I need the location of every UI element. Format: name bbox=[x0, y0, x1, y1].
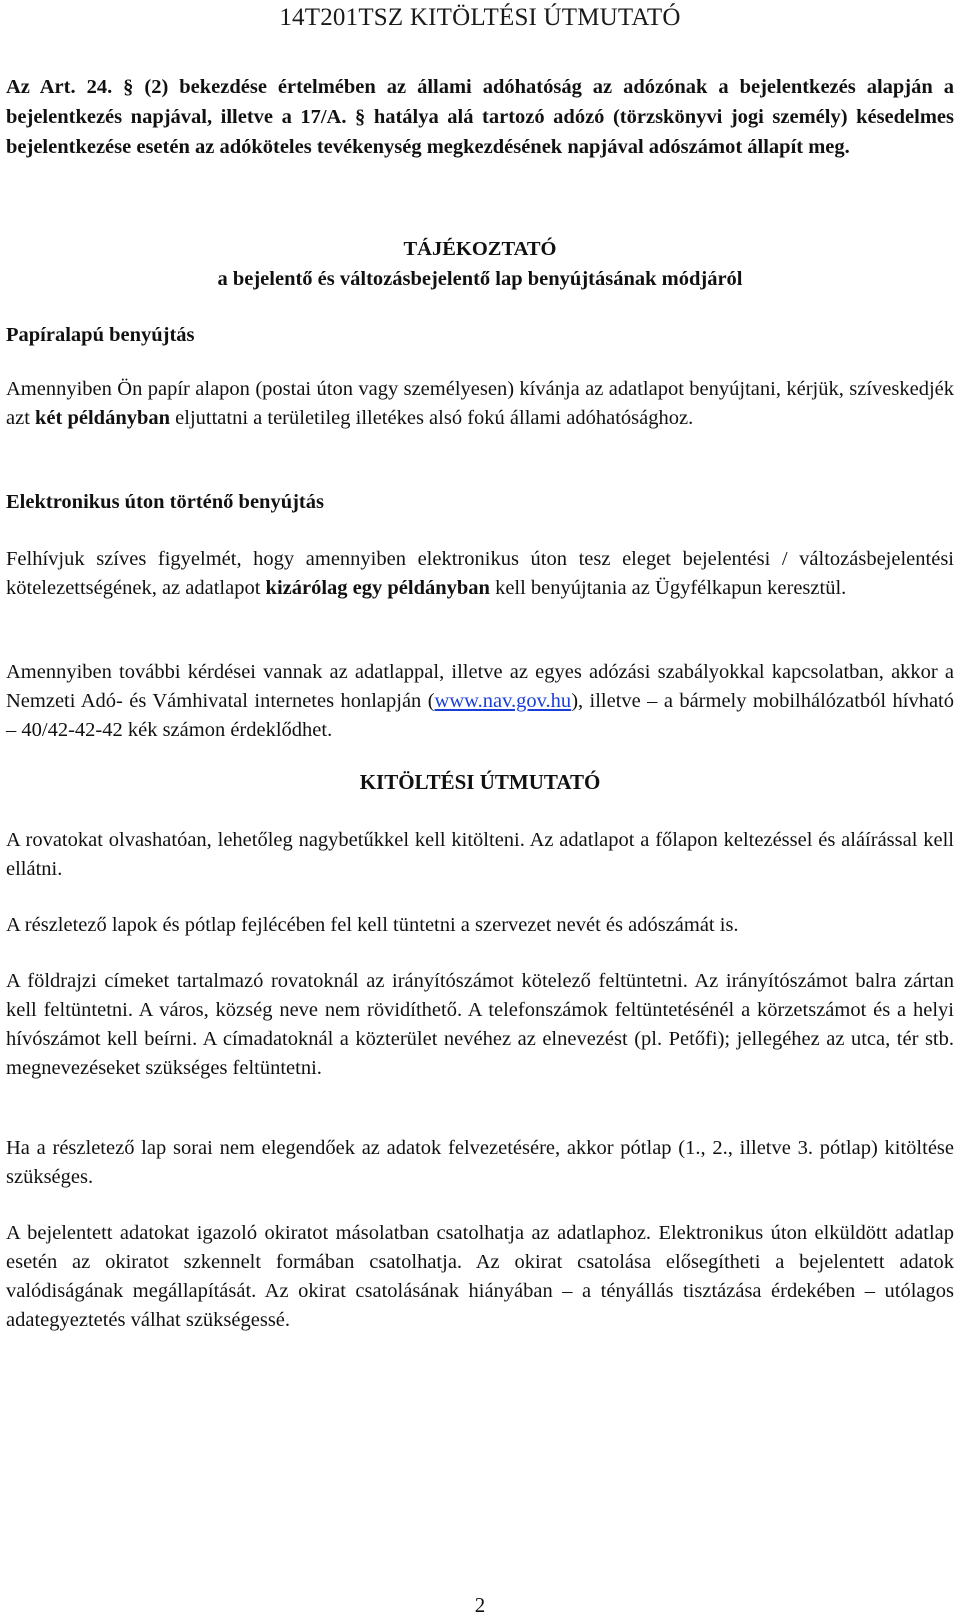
questions-paragraph bbox=[6, 658, 954, 745]
questions-text-after: ), illetve – a bármely mobilhálózatból hívható – 40/42-42-42 kék számon érdeklődhet. bbox=[6, 690, 954, 741]
page-title: 14T201TSZ KITÖLTÉSI ÚTMUTATÓ bbox=[279, 4, 681, 31]
electronic-submission-paragraph bbox=[6, 545, 954, 603]
guide-paragraph-4: Ha a részletező lap sorai nem elegendőek az adatok felvezetésére, akkor pótlap (1., 2., illetve 3. pótlap) kitöltése szükséges. bbox=[6, 1137, 954, 1188]
paper-submission-paragraph bbox=[6, 375, 954, 433]
guide-paragraph-5: A bejelentett adatokat igazoló okiratot másolatban csatolhatja az adatlaphoz. Elektronikus úton elküldött adatlap esetén az okiratot szkennelt formában csatolhatja. Az okirat csatolása elősegítheti a bejelentett adatok valódiságának megállapítását. Az okirat csatolásának hiányában – a tényállás tisztázása érdekében – utólagos adategyeztetés válhat szükségessé. bbox=[6, 1222, 954, 1331]
paper-text-before: Amennyiben Ön papír alapon (postai úton vagy személyesen) kívánja az adatlapot benyújtani, kérjük, szíveskedjék azt bbox=[6, 378, 954, 429]
paper-submission-heading: Papíralapú benyújtás bbox=[6, 324, 195, 346]
guide-paragraph-2: A részletező lapok és pótlap fejlécében fel kell tüntetni a szervezet nevét és adószámát is. bbox=[6, 914, 739, 936]
questions-text-before: Amennyiben további kérdései vannak az adatlappal, illetve az egyes adózási szabályokkal kapcsolatban, akkor a Nemzeti Adó- és Vámhivatal internetes honlapján ( bbox=[6, 661, 954, 712]
electronic-bold-phrase: kizárólag egy példányban bbox=[265, 577, 490, 599]
guide-paragraph-1: A rovatokat olvashatóan, lehetőleg nagybetűkkel kell kitölteni. Az adatlapot a főlapon keltezéssel és aláírással kell ellátni. bbox=[6, 829, 954, 880]
electronic-submission-heading: Elektronikus úton történő benyújtás bbox=[6, 491, 324, 513]
electronic-text-before: Felhívjuk szíves figyelmét, hogy amennyiben elektronikus úton tesz eleget bejelentési / változásbejelentési kötelezettségének, az adatlapot bbox=[6, 548, 954, 599]
notice-subtitle: a bejelentő és változásbejelentő lap benyújtásának módjáról bbox=[217, 268, 743, 290]
electronic-text-after: kell benyújtania az Ügyfélkapun keresztül. bbox=[489, 577, 847, 599]
paper-bold-phrase: két példányban bbox=[35, 407, 171, 429]
paper-text-after: eljuttatni a területileg illetékes alsó fokú állami adóhatósághoz. bbox=[170, 407, 694, 429]
guide-paragraph-3: A földrajzi címeket tartalmazó rovatoknál az irányítószámot kötelező feltüntetni. Az irányítószámot balra zártan kell feltüntetni. A város, község neve nem rövidíthető. A telefonszámok feltüntetésénél a körzetszámot és a helyi hívószámot kell beírni. A címadatoknál a közterület nevéhez az elnevezést (pl. Petőfi); jellegéhez az utca, tér stb. megnevezéseket szükséges feltüntetni. bbox=[6, 970, 954, 1079]
guide-title: KITÖLTÉSI ÚTMUTATÓ bbox=[359, 770, 601, 794]
nav-website-link[interactable]: www.nav.gov.hu bbox=[434, 690, 572, 712]
intro-paragraph: Az Art. 24. § (2) bekezdése értelmében az állami adóhatóság az adózónak a bejelentkezés alapján a bejelentkezés napjával, illetve a 17/A. § hatálya alá tartozó adózó (törzskönyvi jogi személy) késedelmes bejelentkezése esetén az adóköteles tevékenység megkezdésének napjával adószámot állapít meg. bbox=[6, 76, 954, 158]
page-number: 2 bbox=[474, 1593, 486, 1617]
notice-title: TÁJÉKOZTATÓ bbox=[403, 238, 557, 260]
